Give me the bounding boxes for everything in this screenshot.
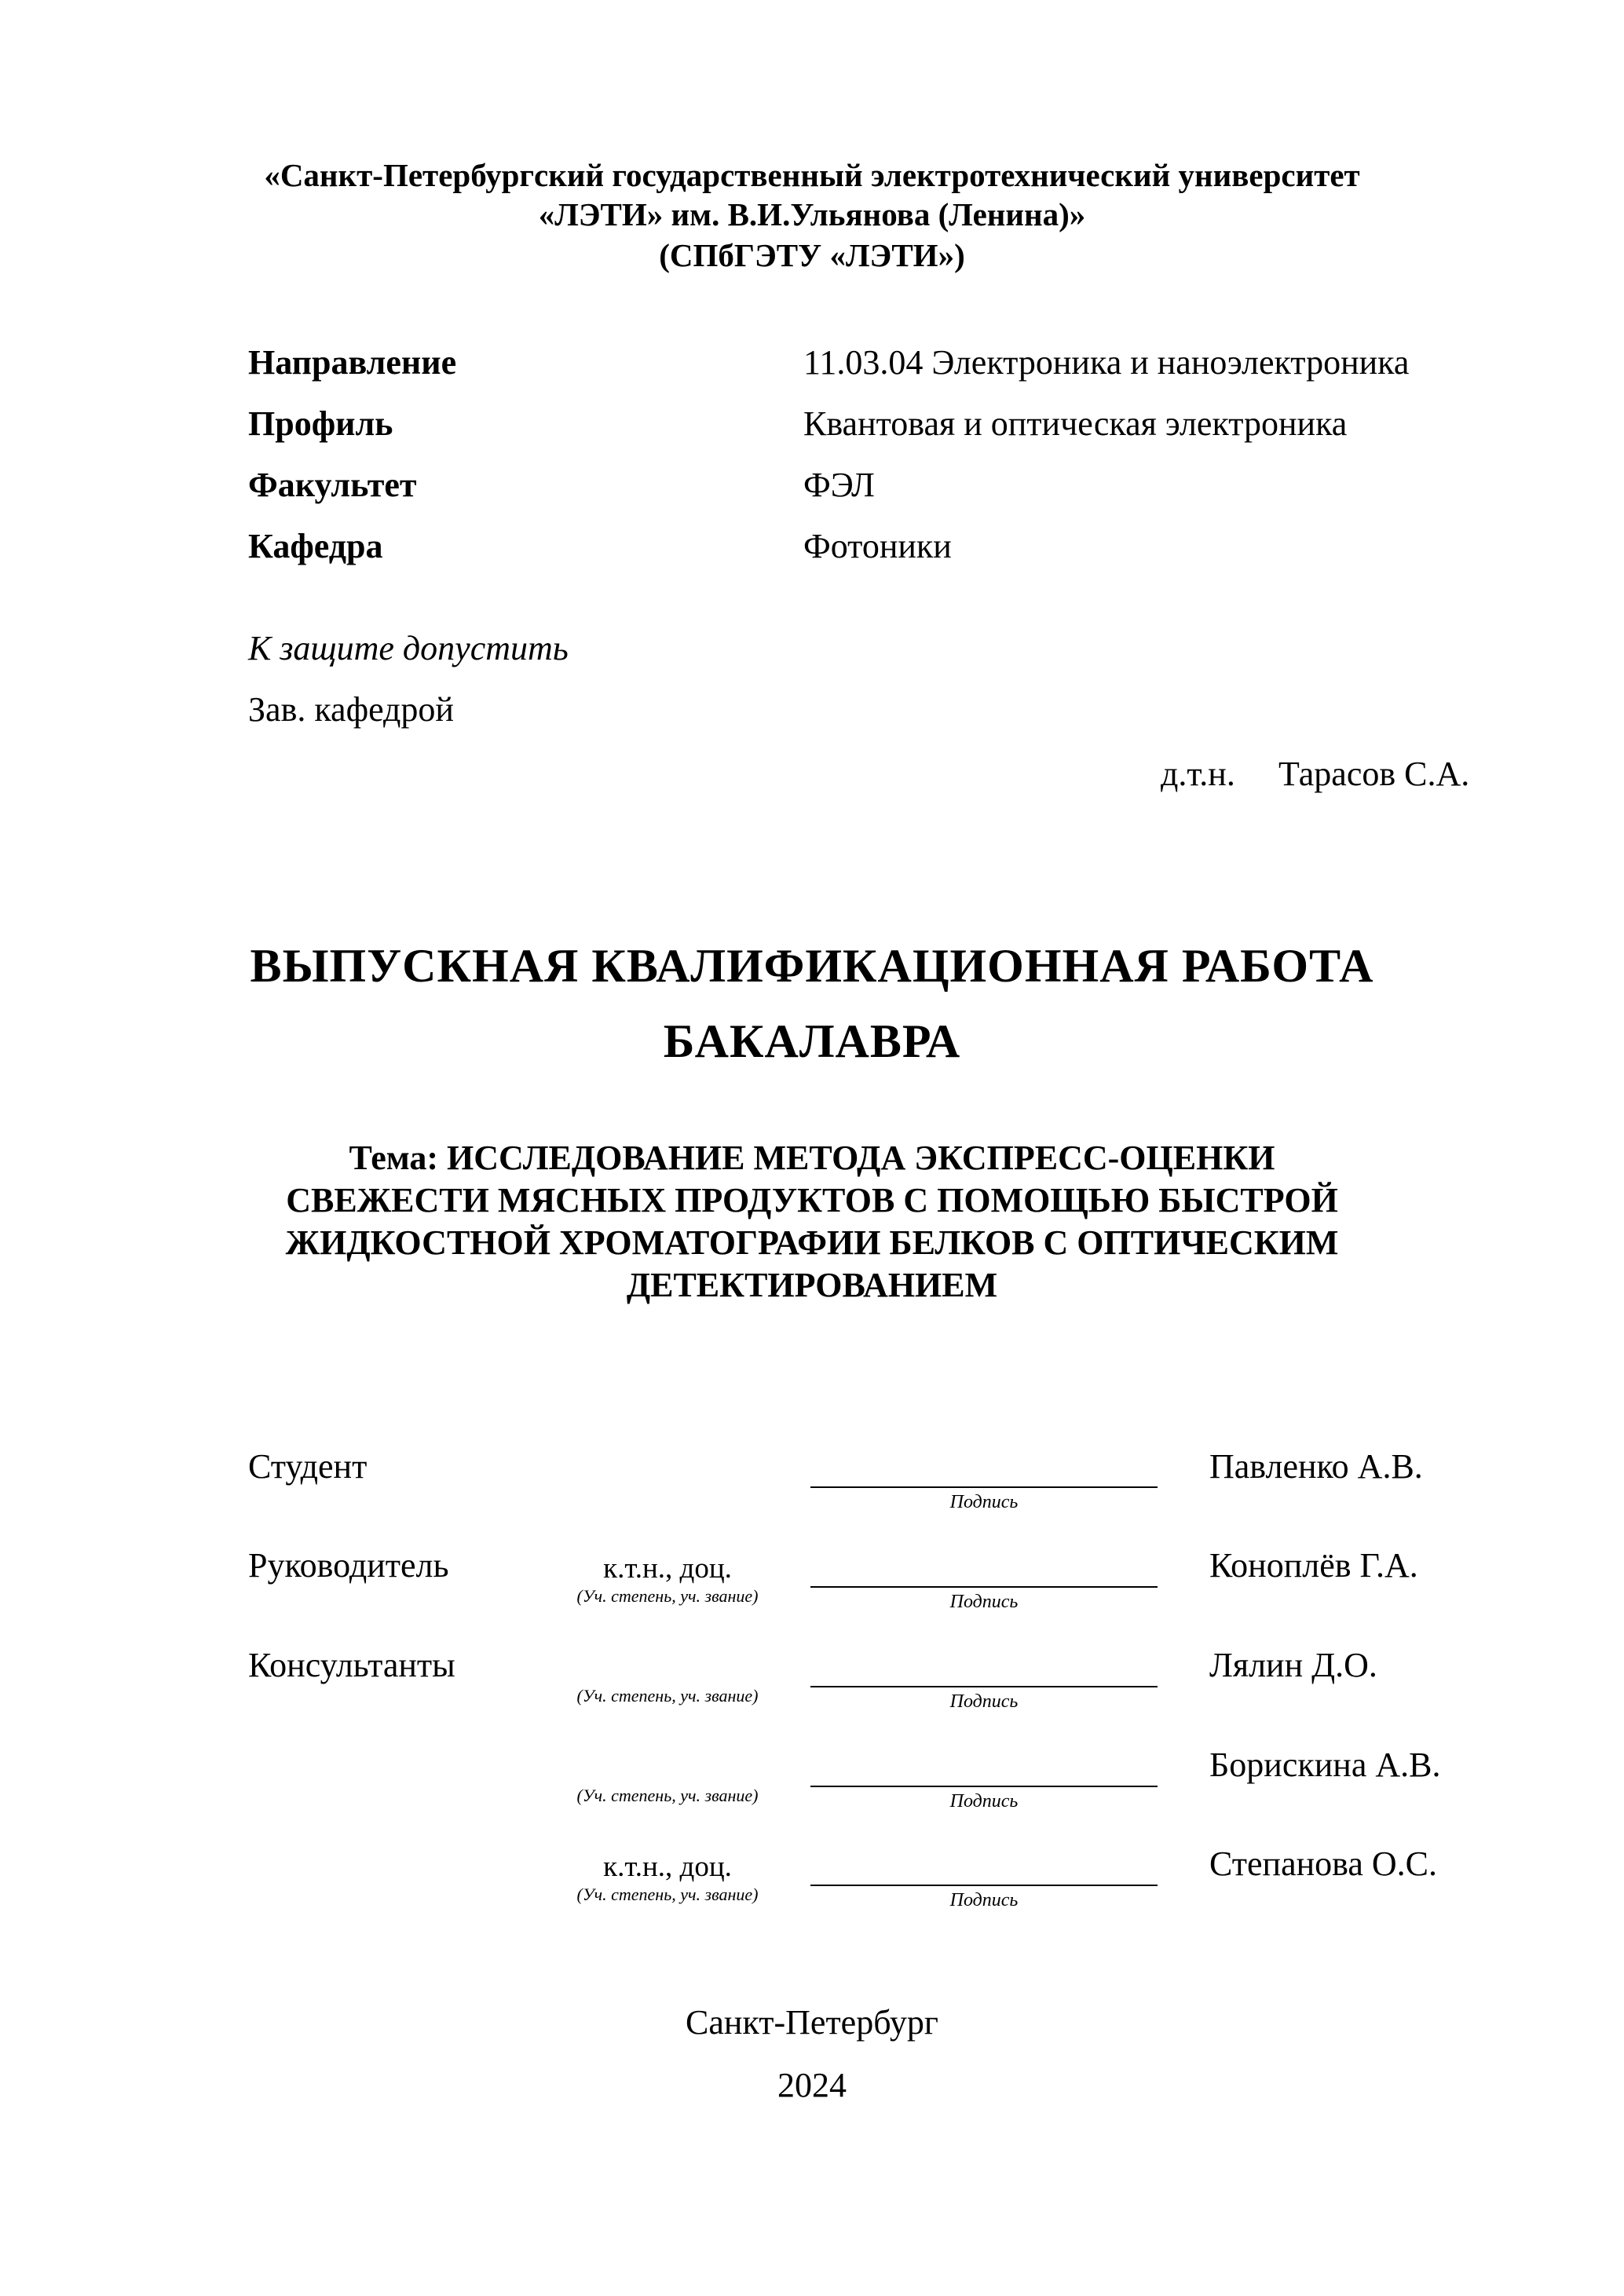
supervisor-degree-caption: (Уч. степень, уч. звание) (576, 1586, 759, 1606)
direction-value: 11.03.04 Электроника и наноэлектроника (803, 343, 1410, 382)
consultant2-signature-line (810, 1786, 1158, 1787)
department-value: Фотоники (803, 527, 952, 565)
consultants-role: Консультанты (248, 1646, 455, 1684)
student-role: Студент (248, 1447, 368, 1486)
year: 2024 (777, 2066, 847, 2104)
consultant3-signature-caption: Подпись (949, 1890, 1019, 1910)
profile-label: Профиль (248, 404, 393, 443)
theme-line1 (0, 1139, 1624, 1177)
consultant3-degree-caption: (Уч. степень, уч. звание) (576, 1885, 759, 1904)
student-signature-caption: Подпись (949, 1492, 1019, 1512)
student-name: Павленко А.В. (1209, 1447, 1423, 1486)
consultant3-degree: к.т.н., доц. (603, 1851, 732, 1883)
consultant2-name: Борискина А.В. (1209, 1746, 1441, 1784)
consultant3-name: Степанова О.С. (1209, 1844, 1437, 1883)
university-abbreviation: (СПбГЭТУ «ЛЭТИ») (659, 237, 965, 273)
supervisor-degree: к.т.н., доц. (603, 1552, 732, 1585)
consultant3-signature-line (810, 1885, 1158, 1886)
university-name-line1: «Санкт-Петербургский государственный электротехнический университет (264, 157, 1360, 193)
admit-to-defense: К защите допустить (248, 629, 569, 667)
university-name-line2: «ЛЭТИ» им. В.И.Ульянова (Ленина)» (538, 196, 1086, 232)
profile-value: Квантовая и оптическая электроника (803, 404, 1348, 443)
theme-prefix: Тема: (349, 1139, 439, 1177)
consultant2-degree-caption: (Уч. степень, уч. звание) (576, 1786, 759, 1805)
consultant1-signature-line (810, 1686, 1158, 1687)
theme-text-line1: ИССЛЕДОВАНИЕ МЕТОДА ЭКСПРЕСС-ОЦЕНКИ (447, 1139, 1275, 1177)
faculty-label: Факультет (248, 466, 417, 504)
head-of-department-label: Зав. кафедрой (248, 690, 454, 729)
consultant1-degree-caption: (Уч. степень, уч. звание) (576, 1686, 759, 1706)
theme-line4: ДЕТЕКТИРОВАНИЕМ (626, 1266, 998, 1304)
department-label: Кафедра (248, 527, 383, 565)
consultant1-signature-caption: Подпись (949, 1691, 1019, 1712)
faculty-value: ФЭЛ (803, 466, 875, 504)
supervisor-role: Руководитель (248, 1546, 449, 1585)
city: Санкт-Петербург (686, 2003, 938, 2042)
document-title-line2: БАКАЛАВРА (663, 1015, 961, 1067)
theme-line3: ЖИДКОСТНОЙ ХРОМАТОГРАФИИ БЕЛКОВ С ОПТИЧЕСКИМ (285, 1223, 1339, 1262)
head-degree: д.т.н. (1161, 755, 1235, 793)
supervisor-signature-caption: Подпись (949, 1592, 1019, 1612)
student-signature-line (810, 1486, 1158, 1488)
consultant2-signature-caption: Подпись (949, 1791, 1019, 1812)
supervisor-signature-line (810, 1586, 1158, 1588)
theme-line2: СВЕЖЕСТИ МЯСНЫХ ПРОДУКТОВ С ПОМОЩЬЮ БЫСТРОЙ (286, 1181, 1338, 1219)
head-name: Тарасов С.А. (1278, 755, 1470, 793)
direction-label: Направление (248, 343, 457, 382)
supervisor-name: Коноплёв Г.А. (1209, 1546, 1418, 1585)
document-title-line1: ВЫПУСКНАЯ КВАЛИФИКАЦИОННАЯ РАБОТА (250, 940, 1374, 992)
consultant1-name: Лялин Д.О. (1209, 1646, 1377, 1684)
